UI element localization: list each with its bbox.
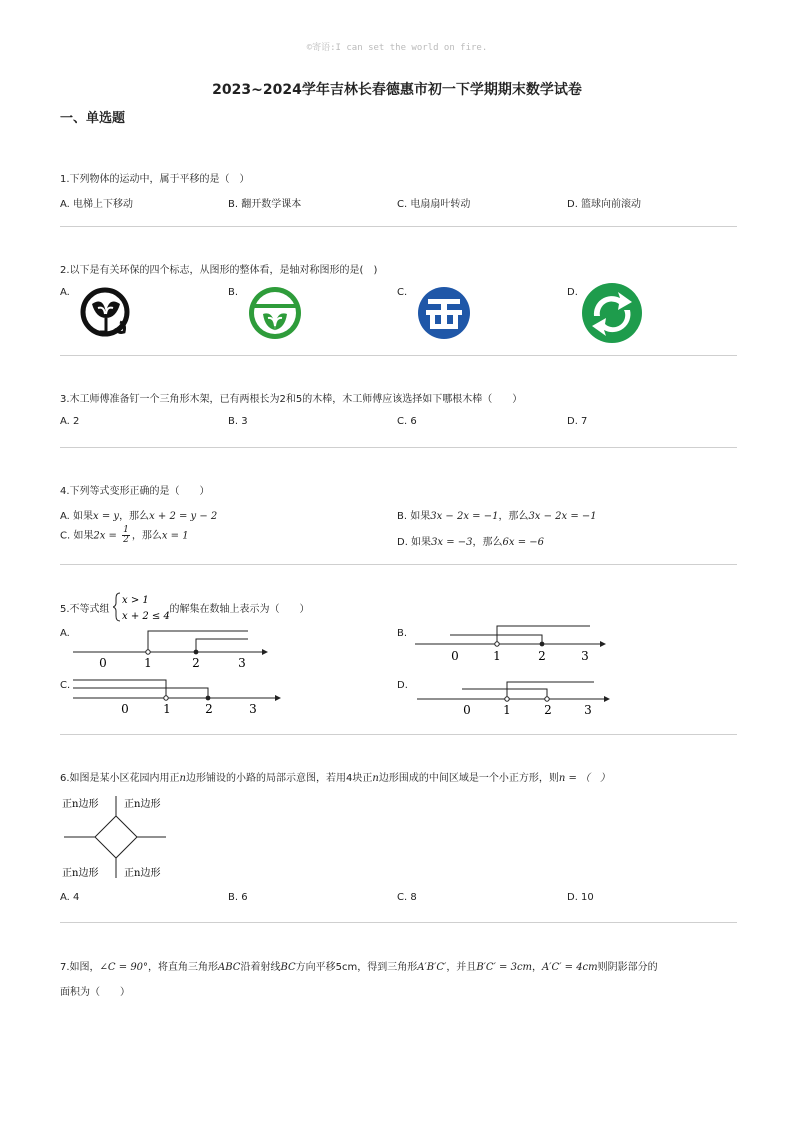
question-7-stem-line-1: 7.如图，∠C = 90°，将直角三角形ABC沿着射线BC方向平移5cm，得到三角形A′B′C′，并且B′C′ = 3cm，A′C′ = 4cm则阴影部分的	[60, 962, 658, 973]
q5-number-line-b	[412, 622, 612, 666]
q5-option-d[interactable]: D.	[397, 680, 408, 691]
divider	[60, 734, 737, 735]
q6-option-c[interactable]: C. 8	[397, 892, 417, 903]
tick-label: 3	[584, 703, 592, 717]
question-2-stem: 2.以下是有关环保的四个标志，从图形的整体看，是轴对称图形的是( )	[60, 265, 378, 276]
q3-option-b[interactable]: B. 3	[228, 416, 248, 427]
q1-option-d[interactable]: D. 篮球向前滚动	[567, 199, 642, 210]
tick-label: 1	[503, 703, 511, 717]
q5-number-line-c	[70, 674, 285, 718]
tick-label: 3	[249, 702, 257, 716]
question-5-stem: 5.不等式组 的解集在数轴上表示为（ ）	[60, 604, 310, 615]
q5-option-b[interactable]: B.	[397, 628, 408, 639]
q1-option-c[interactable]: C. 电扇扇叶转动	[397, 199, 471, 210]
q3-option-a[interactable]: A. 2	[60, 416, 80, 427]
q6-option-b[interactable]: B. 6	[228, 892, 248, 903]
q4-option-b[interactable]: B. 如果3x − 2x = −1，那么3x − 2x = −1	[397, 511, 597, 522]
tick-label: 3	[581, 649, 589, 663]
tick-label: 1	[144, 656, 152, 670]
q2-option-a[interactable]: A.	[60, 287, 70, 298]
blue-logo-c-icon	[414, 284, 474, 342]
green-food-logo-b-icon	[245, 284, 305, 342]
question-1-stem: 1.下列物体的运动中，属于平移的是（ ）	[60, 174, 250, 185]
q5-number-line-d	[414, 676, 614, 720]
q5-option-c[interactable]: C.	[60, 680, 71, 691]
q6-option-a[interactable]: A. 4	[60, 892, 80, 903]
question-6-stem: 6.如图是某小区花园内用正n边形铺设的小路的局部示意图，若用4块正n边形围成的中间区域是一个小正方形，则n = （ ）	[60, 773, 611, 784]
tick-label: 2	[192, 656, 200, 670]
fraction: $\frac{1}{2}$	[123, 525, 129, 545]
q2-option-c[interactable]: C.	[397, 287, 408, 298]
question-4-stem: 4.下列等式变形正确的是（ ）	[60, 486, 210, 497]
watermark: ©寄语:I can set the world on fire.	[306, 43, 488, 53]
q4-option-c[interactable]: C. 如果2x = $\frac{1}{2}$ ，那么x = 1	[60, 525, 189, 545]
green-dot-logo-d-icon	[580, 282, 644, 344]
q4-option-a[interactable]: A. 如果x = y，那么x + 2 = y − 2	[60, 511, 218, 522]
inequality-2: x + 2 ≤ 4	[122, 611, 170, 622]
q1-option-a[interactable]: A. 电梯上下移动	[60, 199, 134, 210]
tick-label: 3	[238, 656, 246, 670]
recycle-logo-a-icon	[76, 284, 136, 342]
divider	[60, 564, 737, 565]
tick-label: 1	[493, 649, 501, 663]
q6-option-d[interactable]: D. 10	[567, 892, 594, 903]
question-3-stem: 3.木工师傅准备钉一个三角形木架，已有两根长为2和5的木棒，木工师傅应该选择如下哪根木棒（ ）	[60, 394, 523, 405]
page-title: 2023~2024学年吉林长春德惠市初一下学期期末数学试卷	[212, 82, 582, 98]
q1-option-b[interactable]: B. 翻开数学课本	[228, 199, 302, 210]
figure-label: 正n边形	[124, 868, 161, 879]
tick-label: 1	[163, 702, 171, 716]
q5-number-line-a	[70, 625, 270, 673]
tick-label: 0	[99, 656, 107, 670]
divider	[60, 922, 737, 923]
tick-label: 2	[205, 702, 213, 716]
tick-label: 0	[451, 649, 459, 663]
q2-option-d[interactable]: D.	[567, 287, 578, 298]
divider	[60, 226, 737, 227]
inequality-1: x > 1	[122, 595, 149, 606]
tick-label: 2	[538, 649, 546, 663]
figure-label: 正n边形	[62, 799, 99, 810]
q5-option-a[interactable]: A.	[60, 628, 70, 639]
q4-option-d[interactable]: D. 如果3x = −3，那么6x = −6	[397, 537, 545, 548]
section-heading: 一、单选题	[60, 111, 126, 126]
inequality-system-brace	[113, 590, 173, 624]
question-7-stem-line-2: 面积为（ ）	[60, 987, 130, 998]
tick-label: 0	[121, 702, 129, 716]
q3-option-d[interactable]: D. 7	[567, 416, 588, 427]
divider	[60, 447, 737, 448]
tick-label: 2	[544, 703, 552, 717]
figure-label: 正n边形	[124, 799, 161, 810]
q2-option-b[interactable]: B.	[228, 287, 239, 298]
divider	[60, 355, 737, 356]
figure-label: 正n边形	[62, 868, 99, 879]
tick-label: 0	[463, 703, 471, 717]
q3-option-c[interactable]: C. 6	[397, 416, 417, 427]
q6-figure	[60, 792, 170, 882]
